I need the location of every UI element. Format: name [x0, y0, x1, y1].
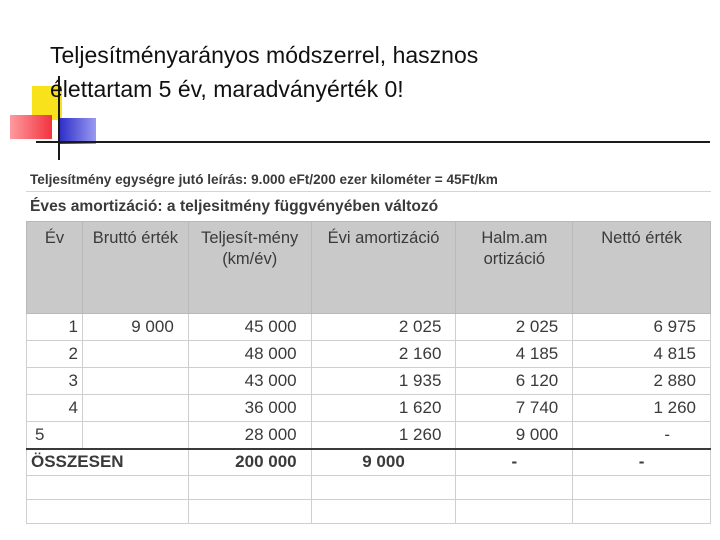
title-underline-rule	[36, 141, 710, 143]
empty-cell	[311, 476, 456, 500]
empty-cell	[188, 500, 311, 524]
cell-cumulative-depreciation: 4 185	[456, 341, 573, 368]
total-row	[27, 449, 711, 476]
unit-depreciation-note: Teljesítmény egységre jutó leírás: 9.000 eFt/200 ezer kilométer = 45Ft/km	[26, 168, 711, 192]
cell-annual-depreciation: 1 260	[311, 422, 456, 449]
empty-cell	[573, 500, 711, 524]
cell-net-value: -	[573, 422, 711, 449]
cell-net-value: 6 975	[573, 314, 711, 341]
header-cumulative-depreciation: Halm.am ortizáció	[456, 222, 573, 314]
cell-year: 2	[27, 341, 83, 368]
table-row	[27, 422, 711, 449]
spreadsheet-image	[26, 168, 711, 530]
empty-cell	[311, 500, 456, 524]
total-cumulative: -	[456, 449, 573, 476]
total-depreciation: 9 000	[311, 449, 456, 476]
cell-cumulative-depreciation: 2 025	[456, 314, 573, 341]
cell-gross-value	[82, 368, 188, 395]
table-row	[27, 395, 711, 422]
header-performance: Teljesít-mény (km/év)	[188, 222, 311, 314]
table-row	[27, 314, 711, 341]
header-year: Év	[27, 222, 83, 314]
slide-title-line2: élettartam 5 év, maradványérték 0!	[50, 76, 404, 102]
empty-cell	[188, 476, 311, 500]
total-performance: 200 000	[188, 449, 311, 476]
empty-cell	[456, 476, 573, 500]
depreciation-table	[26, 221, 711, 524]
header-net-value: Nettó érték	[573, 222, 711, 314]
cell-net-value: 2 880	[573, 368, 711, 395]
empty-row	[27, 500, 711, 524]
annual-depreciation-note: Éves amortizáció: a teljesitmény függvényében változó	[30, 198, 439, 215]
cell-net-value: 4 815	[573, 341, 711, 368]
cell-year: 5	[27, 422, 83, 449]
header-annual-depreciation: Évi amortizáció	[311, 222, 456, 314]
cell-annual-depreciation: 1 935	[311, 368, 456, 395]
cell-annual-depreciation: 1 620	[311, 395, 456, 422]
empty-cell	[456, 500, 573, 524]
cell-performance: 45 000	[188, 314, 311, 341]
cell-cumulative-depreciation: 6 120	[456, 368, 573, 395]
cell-net-value: 1 260	[573, 395, 711, 422]
table-row	[27, 341, 711, 368]
empty-cell	[573, 476, 711, 500]
cell-annual-depreciation: 2 025	[311, 314, 456, 341]
cell-year: 3	[27, 368, 83, 395]
cell-gross-value	[82, 395, 188, 422]
cell-cumulative-depreciation: 7 740	[456, 395, 573, 422]
slide-title-line1: Teljesítményarányos módszerrel, hasznos	[50, 42, 479, 68]
empty-cell	[27, 500, 189, 524]
empty-cell	[27, 476, 189, 500]
cell-cumulative-depreciation: 9 000	[456, 422, 573, 449]
empty-row	[27, 476, 711, 500]
red-square-decoration	[10, 115, 52, 139]
cell-year: 4	[27, 395, 83, 422]
cell-gross-value	[82, 341, 188, 368]
table-row	[27, 368, 711, 395]
cell-performance: 28 000	[188, 422, 311, 449]
slide-title	[50, 38, 670, 106]
cell-performance: 43 000	[188, 368, 311, 395]
cell-gross-value	[82, 422, 188, 449]
cell-year: 1	[27, 314, 83, 341]
total-label: ÖSSZESEN	[27, 449, 189, 476]
cell-performance: 48 000	[188, 341, 311, 368]
cell-annual-depreciation: 2 160	[311, 341, 456, 368]
total-net: -	[573, 449, 711, 476]
cell-performance: 36 000	[188, 395, 311, 422]
cell-gross-value: 9 000	[82, 314, 188, 341]
table-header-row	[27, 222, 711, 314]
header-gross-value: Bruttó érték	[82, 222, 188, 314]
